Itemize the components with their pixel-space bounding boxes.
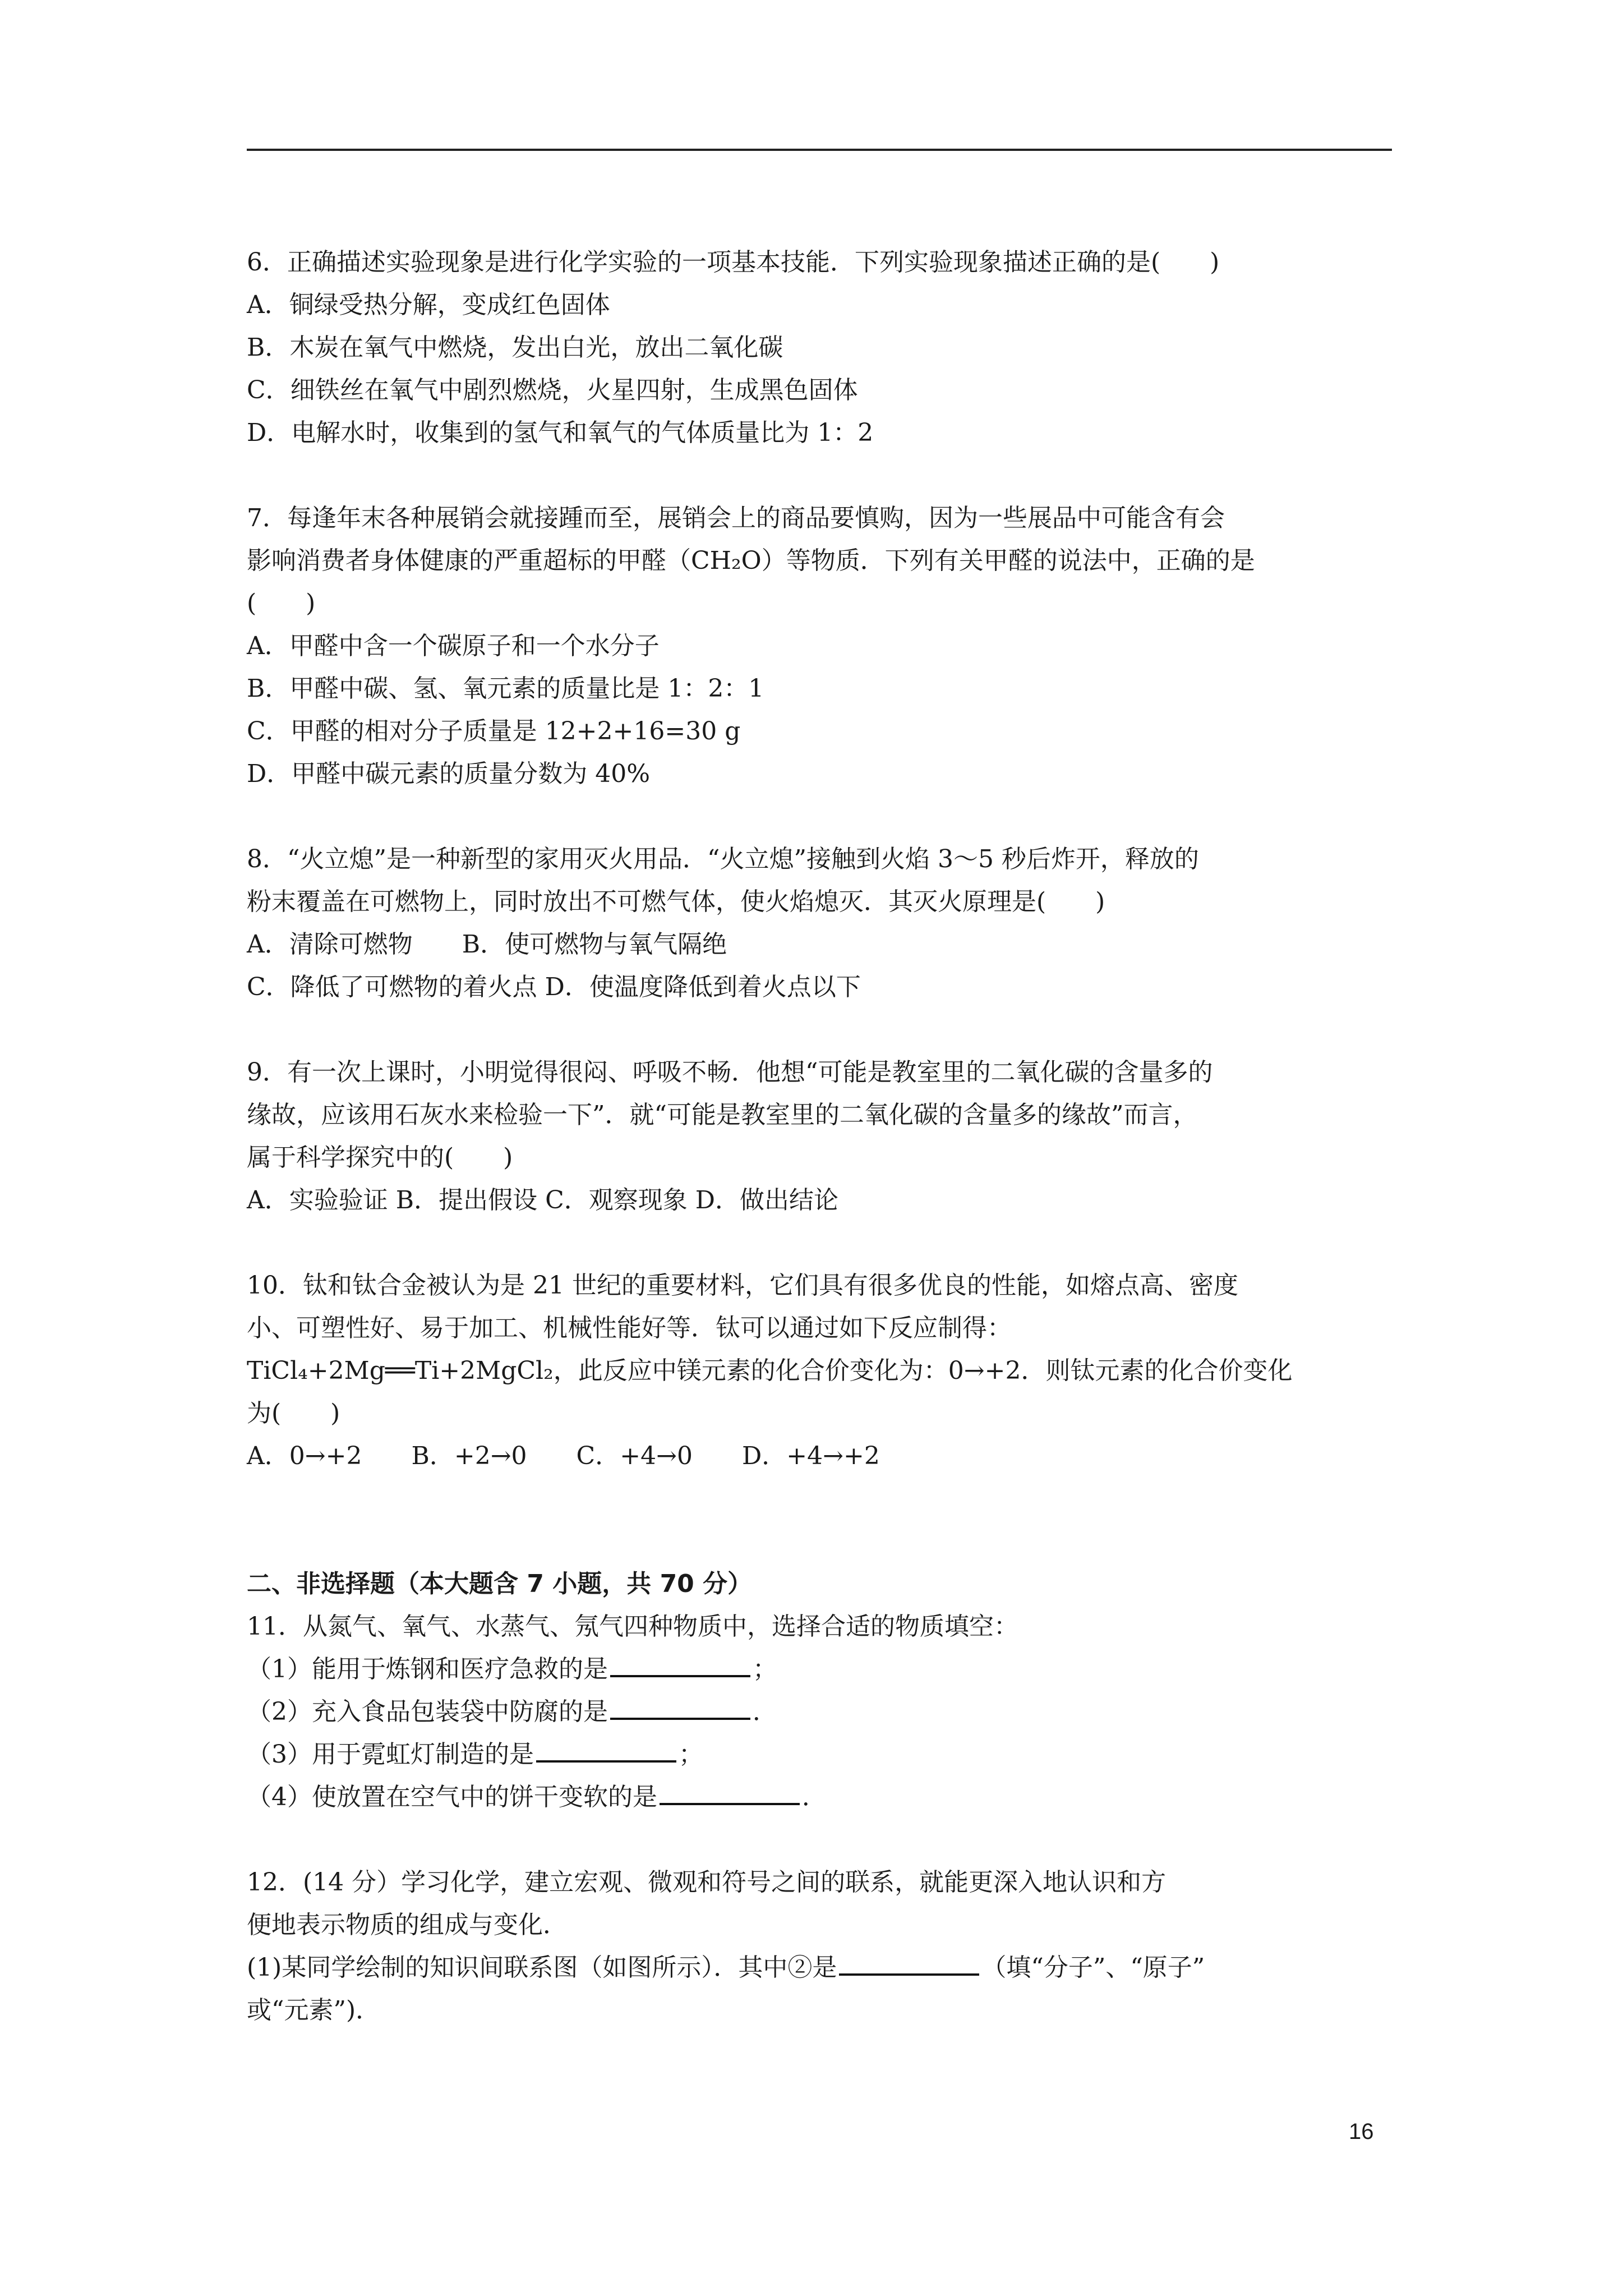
fill-item-2 <box>247 1691 1402 1733</box>
question-stem: 缘故，应该用石灰水来检验一下”．就“可能是教室里的二氧化碳的含量多的缘故”而言， <box>247 1101 1198 1129</box>
question-stem: 影响消费者身体健康的严重超标的甲醛（CH₂O）等物质．下列有关甲醛的说法中，正确的是 <box>247 546 1255 575</box>
fill-item-text: （4）使放置在空气中的饼干变软的是 <box>247 1783 657 1811</box>
question-11 <box>247 1605 1402 1819</box>
answer-blank[interactable] <box>610 1648 750 1677</box>
option-a: A．铜绿受热分解，变成红色固体 <box>247 291 610 319</box>
question-stem: TiCl₄+2Mg══Ti+2MgCl₂，此反应中镁元素的化合价变化为：0→+2．则钛元素的化合价变化 <box>247 1356 1293 1385</box>
question-6 <box>247 241 1402 454</box>
question-7 <box>247 497 1402 795</box>
sub-question-1 <box>247 1947 1402 1989</box>
option-cd: C．降低了可燃物的着火点 D．使温度降低到着火点以下 <box>247 973 861 1001</box>
options-line: A．0→+2 B．+2→0 C．+4→0 D．+4→+2 <box>247 1442 880 1470</box>
fill-item-suffix: ； <box>679 1740 703 1769</box>
option-d: D．甲醛中碳元素的质量分数为 40% <box>247 760 651 788</box>
question-stem: 为( ) <box>247 1399 340 1428</box>
fill-item-text: （2）充入食品包装袋中防腐的是 <box>247 1697 608 1726</box>
fill-item-suffix: ． <box>802 1783 827 1811</box>
sub-question-hint-cont: 或“元素”)． <box>247 1996 381 2024</box>
fill-item-3 <box>247 1733 1402 1776</box>
question-12 <box>247 1861 1402 2032</box>
document-body <box>247 241 1402 2032</box>
fill-item-suffix: ． <box>753 1697 777 1726</box>
fill-item-suffix: ； <box>753 1655 777 1683</box>
question-stem: 属于科学探究中的( ) <box>247 1143 513 1172</box>
question-stem: 12．(14 分）学习化学，建立宏观、微观和符号之间的联系，就能更深入地认识和方 <box>247 1868 1166 1897</box>
option-ab: A．清除可燃物 B．使可燃物与氧气隔绝 <box>247 930 727 959</box>
section-2 <box>247 1563 1402 2032</box>
question-stem: 9．有一次上课时，小明觉得很闷、呼吸不畅．他想“可能是教室里的二氧化碳的含量多的 <box>247 1058 1213 1087</box>
option-c: C．甲醛的相对分子质量是 12+2+16=30 g <box>247 717 741 746</box>
answer-blank[interactable] <box>536 1733 676 1763</box>
question-stem: 6．正确描述实验现象是进行化学实验的一项基本技能．下列实验现象描述正确的是( ) <box>247 248 1220 277</box>
fill-item-text: （3）用于霓虹灯制造的是 <box>247 1740 534 1769</box>
section-title: 二、非选择题（本大题含 7 小题，共 70 分） <box>247 1570 753 1598</box>
option-b: B．木炭在氧气中燃烧，发出白光，放出二氧化碳 <box>247 333 783 362</box>
option-c: C．细铁丝在氧气中剧烈燃烧，火星四射，生成黑色固体 <box>247 376 858 404</box>
header-rule <box>247 149 1392 151</box>
fill-item-4 <box>247 1776 1402 1819</box>
question-9 <box>247 1051 1402 1222</box>
answer-blank[interactable] <box>839 1947 979 1976</box>
answer-blank[interactable] <box>660 1776 800 1805</box>
question-stem: 11．从氮气、氧气、水蒸气、氖气四种物质中，选择合适的物质填空： <box>247 1612 1018 1641</box>
fill-item-text: （1）能用于炼钢和医疗急救的是 <box>247 1655 608 1683</box>
fill-item-1 <box>247 1648 1402 1691</box>
question-stem: 粉末覆盖在可燃物上，同时放出不可燃气体，使火焰熄灭．其灭火原理是( ) <box>247 887 1105 916</box>
sub-question-hint: （填“分子”、“原子” <box>981 1953 1205 1982</box>
question-stem: 小、可塑性好、易于加工、机械性能好等．钛可以通过如下反应制得： <box>247 1314 1012 1342</box>
sub-question-text: (1)某同学绘制的知识间联系图（如图所示）．其中②是 <box>247 1953 837 1982</box>
question-stem: 便地表示物质的组成与变化． <box>247 1911 568 1939</box>
answer-blank[interactable] <box>610 1691 750 1720</box>
question-8 <box>247 838 1402 1009</box>
options-line: A．实验验证 B．提出假设 C．观察现象 D．做出结论 <box>247 1186 839 1214</box>
question-10 <box>247 1264 1402 1478</box>
question-stem: 10．钛和钛合金被认为是 21 世纪的重要材料，它们具有很多优良的性能，如熔点高、密度 <box>247 1271 1238 1300</box>
option-d: D．电解水时，收集到的氢气和氧气的气体质量比为 1：2 <box>247 418 874 447</box>
option-a: A．甲醛中含一个碳原子和一个水分子 <box>247 632 660 660</box>
page-number: 16 <box>1349 2119 1374 2144</box>
question-stem: 7．每逢年末各种展销会就接踵而至，展销会上的商品要慎购，因为一些展品中可能含有会 <box>247 504 1225 532</box>
question-stem: ( ) <box>247 589 316 618</box>
question-stem: 8．“火立熄”是一种新型的家用灭火用品．“火立熄”接触到火焰 3～5 秒后炸开，释放的 <box>247 845 1199 873</box>
option-b: B．甲醛中碳、氢、氧元素的质量比是 1：2：1 <box>247 674 764 703</box>
